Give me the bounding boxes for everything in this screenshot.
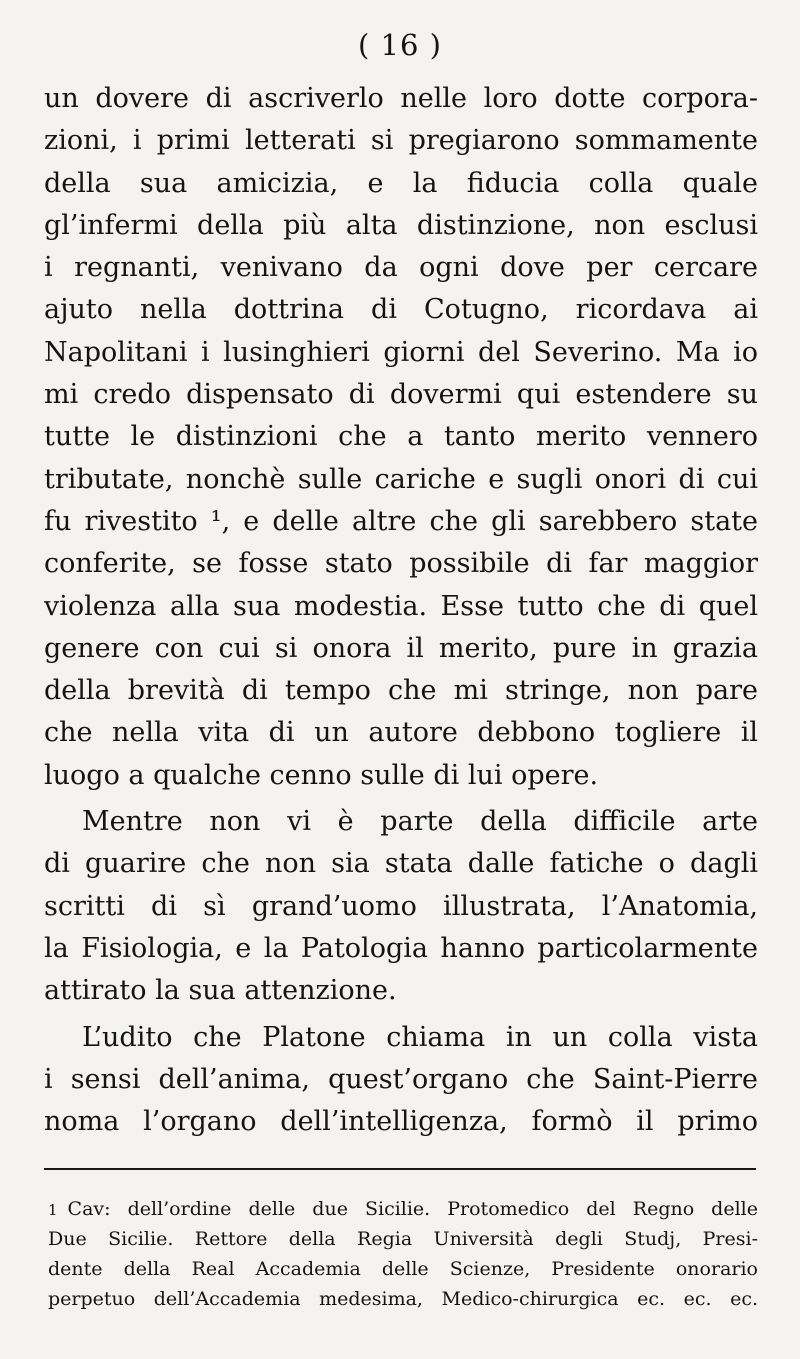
text-line: genere con cui si onora il merito, pure in grazia [44,632,758,664]
text-line: attirato la sua attenzione. [44,975,397,1007]
footnote-divider [44,1168,756,1170]
footnote-marker: 1 [48,1201,58,1219]
text-line: di guarire che non sia stata dalle fatiche o dagli [44,848,758,880]
text-line: tutte le distinzioni che a tanto merito vennero [44,421,758,453]
text-line: violenza alla sua modestia. Esse tutto che di quel [44,590,758,622]
paragraph-first-line: L’udito che Platone chiama in un colla vista [82,1021,758,1053]
footnote-line [48,1194,758,1224]
text-line: fu rivestito ¹, e delle altre che gli sarebbero state [44,505,758,537]
text-line: Napolitani i lusinghieri giorni del Severino. Ma io [44,336,758,368]
text-line: un dovere di ascriverlo nelle loro dotte corpora- [44,83,758,114]
text-line: luogo a qualche cenno sulle di lui opere. [44,759,599,791]
footnote-line: Due Sicilie. Rettore della Regia Università degli Studj, Presi- [48,1228,758,1250]
footnote [48,1194,758,1314]
paragraph-first-line: Mentre non vi è parte della difficile arte [82,806,758,838]
footnote-line: perpetuo dell’Accademia medesima, Medico-chirurgica ec. ec. ec. [48,1288,758,1310]
text-line: della sua amicizia, e la fiducia colla quale [44,167,758,199]
text-line: tributate, nonchè sulle cariche e sugli onori di cui [44,463,758,495]
text-line: i regnanti, venivano da ogni dove per cercare [44,252,758,284]
text-line: che nella vita di un autore debbono togliere il [44,717,758,749]
page-number: ( 16 ) [358,28,442,62]
text-line: della brevità di tempo che mi stringe, non pare [44,675,758,707]
text-line: ajuto nella dottrina di Cotugno, ricordava ai [44,294,758,326]
text-line: la Fisiologia, e la Patologia hanno particolarmente [44,932,758,964]
footnote-text: Cav: dell’ordine delle due Sicilie. Protomedico del Regno delle [67,1198,758,1220]
text-line: zioni, i primi letterati si pregiarono sommamente [44,125,758,157]
text-line: i sensi dell’anima, quest’organo che Saint-Pierre [44,1063,758,1095]
body-text [44,78,758,1143]
text-line: mi credo dispensato di dovermi qui estendere su [44,379,758,411]
text-line: gl’infermi della più alta distinzione, non esclusi [44,209,758,241]
text-line: scritti di sì grand’uomo illustrata, l’Anatomia, [44,890,758,922]
text-line: conferite, se fosse stato possibile di far maggior [44,548,758,580]
footnote-line: dente della Real Accademia delle Scienze, Presidente onorario [48,1258,758,1280]
text-line: noma l’organo dell’intelligenza, formò il primo [44,1106,758,1138]
